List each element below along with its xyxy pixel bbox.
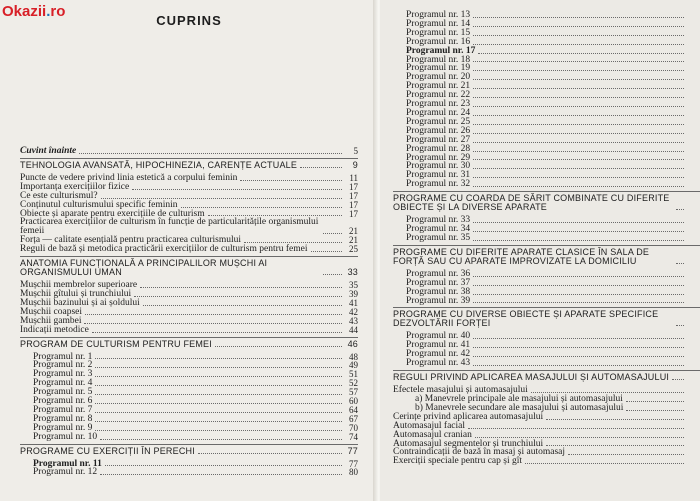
toc-entry-title: Programul nr. 15 [406, 27, 471, 38]
toc-entry-title: Programul nr. 7 [33, 404, 93, 415]
toc-entry-title: Programul nr. 6 [33, 396, 93, 407]
dot-leader [672, 379, 684, 380]
toc-entry-title: Programul nr. 26 [406, 125, 471, 136]
toc-entry-title: REGULI PRIVIND APLICAREA MASAJULUI ȘI AUTOMASAJULUI [393, 372, 670, 383]
dot-leader [473, 276, 684, 277]
dot-leader [95, 367, 342, 368]
toc-page-number: 57 [349, 387, 358, 398]
dot-leader [244, 242, 342, 243]
dot-leader [95, 403, 342, 404]
toc-entry [20, 468, 358, 477]
dot-leader [473, 124, 684, 125]
dot-leader [240, 180, 342, 181]
toc-entry-title: Exerciții speciale pentru cap și gît [393, 456, 522, 467]
toc-entry-title: Programul nr. 16 [406, 36, 471, 47]
dot-leader [473, 159, 684, 160]
toc-entry-title: Mușchii membrelor superioare [20, 280, 138, 291]
toc-entry [20, 326, 358, 335]
section-divider [393, 370, 700, 371]
toc-entry-title: Programul nr. 9 [33, 422, 93, 433]
toc-entry-title: Programul nr. 19 [406, 63, 471, 74]
section-divider [20, 337, 358, 338]
toc-page-number: 77 [349, 458, 358, 469]
dot-leader [84, 323, 342, 324]
toc-entry-title: Programul nr. 25 [406, 116, 471, 127]
toc-entry-title: Indicații metodice [20, 324, 89, 335]
dot-leader [473, 168, 684, 169]
dot-leader [95, 430, 342, 431]
toc-entry [393, 359, 700, 368]
toc-entry-title: Cerințe privind aplicarea automasajului [393, 411, 544, 422]
dot-leader [132, 189, 342, 190]
toc-section-heading [393, 194, 700, 212]
toc-page-number: 51 [349, 369, 358, 380]
dot-leader [473, 97, 684, 98]
toc-page-number: 21 [349, 235, 358, 246]
dot-leader [95, 385, 342, 386]
toc-entry [393, 297, 700, 306]
okazii-watermark: Okazii.ro [2, 3, 66, 20]
toc-page-number: 48 [349, 351, 358, 362]
toc-entry-title: Programul nr. 4 [33, 378, 93, 389]
toc-page-number: 80 [349, 467, 358, 478]
toc-entry-title: Programul nr. 3 [33, 369, 93, 380]
toc-entry-title: Programul nr. 33 [406, 215, 471, 226]
toc-entry [20, 147, 358, 156]
right-page [380, 0, 700, 501]
dot-leader [473, 347, 684, 348]
dot-leader [215, 346, 342, 347]
toc-entry-title: Programul nr. 24 [406, 107, 471, 118]
dot-leader [568, 454, 684, 455]
dot-leader [473, 44, 684, 45]
dot-leader [105, 465, 342, 466]
dot-leader [143, 305, 342, 306]
toc-page-number: 17 [349, 190, 358, 201]
section-divider [393, 191, 700, 192]
toc-entry-title: PROGRAME CU COARDA DE SĂRIT COMBINATE CU DIFERITE OBIECTE ȘI LA DIVERSE APARATE [393, 193, 670, 213]
toc-page-number: 44 [349, 324, 358, 335]
toc-right-column [393, 11, 700, 466]
toc-page-number: 25 [349, 244, 358, 255]
toc-page-number: 17 [349, 181, 358, 192]
dot-leader [473, 186, 684, 187]
toc-entry-title: Automasajul cranian [393, 429, 472, 440]
toc-entry-title: Programul nr. 13 [406, 10, 471, 20]
dot-leader [546, 419, 684, 420]
toc-page-number: 11 [349, 172, 358, 183]
toc-entry-title: Efectele masajului și automasajului [393, 385, 528, 396]
toc-entry-title: a) Manevrele principale ale masajului și automasajului [415, 394, 623, 404]
dot-leader [473, 285, 684, 286]
toc-entry-title: Programul nr. 12 [33, 467, 98, 478]
dot-leader [473, 151, 684, 152]
toc-entry-title: TEHNOLOGIA AVANSATĂ, HIPOCHINEZIA, CARENȚE ACTUALE [20, 159, 298, 170]
dot-leader [531, 392, 684, 393]
toc-entry [393, 180, 700, 189]
dot-leader [92, 332, 342, 333]
toc-left-column [20, 147, 358, 477]
toc-entry-title: Programul nr. 2 [33, 360, 93, 371]
dot-leader [676, 325, 684, 326]
toc-entry-title: PROGRAME CU DIVERSE OBIECTE ȘI APARATE SPECIFICE DEZVOLTĂRII FORȚEI [393, 309, 659, 329]
toc-entry-title: Programul nr. 17 [406, 45, 476, 56]
toc-page-number: 17 [349, 199, 358, 210]
toc-page-number: 9 [352, 159, 358, 170]
dot-leader [85, 314, 342, 315]
toc-section-heading [393, 248, 700, 266]
toc-page-number: 35 [349, 280, 358, 291]
toc-entry-title: Obiecte și aparate pentru exercițiile de culturism [20, 208, 205, 219]
toc-entry-title: PROGRAME CU DIFERITE APARATE CLASICE ÎN SALA DE FORȚĂ SAU CU APARATE IMPROVIZATE LA DOMICILIU [393, 246, 650, 266]
toc-entry-title: Automasajul facial [393, 420, 466, 431]
section-divider [393, 307, 700, 308]
toc-entry-title: Programul nr. 10 [33, 431, 98, 442]
toc-entry-title: Programul nr. 14 [406, 18, 471, 29]
toc-entry-title: Automasajul segmentelor și trunchiului [393, 438, 544, 449]
toc-section-heading [20, 340, 358, 349]
dot-leader [95, 358, 342, 359]
toc-entry-title: Programul nr. 1 [33, 351, 93, 362]
dot-leader [134, 296, 342, 297]
toc-section-heading [20, 259, 358, 277]
toc-entry-title: b) Manevrele secundare ale masajului și automasajului [415, 402, 624, 413]
dot-leader [525, 463, 684, 464]
dot-leader [323, 233, 342, 234]
dot-leader [198, 453, 342, 454]
toc-page-number: 42 [349, 306, 358, 317]
dot-leader [473, 26, 684, 27]
toc-entry-title: Contraindicații de bază în masaj și automasaj [393, 447, 566, 458]
dot-leader [140, 287, 342, 288]
toc-page-number: 39 [349, 288, 358, 299]
dot-leader [300, 167, 342, 168]
dot-leader [95, 394, 342, 395]
toc-page-number: 33 [347, 267, 358, 278]
dot-leader [95, 376, 342, 377]
toc-entry-title: Programul nr. 30 [406, 161, 471, 172]
dot-leader [626, 401, 684, 402]
toc-entry-title: PROGRAME CU EXERCIȚII ÎN PERECHI [20, 445, 195, 456]
dot-leader [478, 53, 684, 54]
dot-leader [473, 35, 684, 36]
dot-leader [473, 356, 684, 357]
toc-page-number: 17 [349, 208, 358, 219]
dot-leader [100, 474, 342, 475]
toc-entry-title: Practicarea exercițiilor de culturism în funcție de particularitățile organismului femeii [20, 217, 319, 237]
toc-entry-title: Programul nr. 38 [406, 286, 471, 297]
toc-entry-title: Programul nr. 42 [406, 349, 471, 360]
toc-entry-title: Importanța exercițiilor fizice [20, 181, 130, 192]
dot-leader [473, 294, 684, 295]
dot-leader [473, 142, 684, 143]
toc-entry-title: Programul nr. 21 [406, 81, 471, 92]
dot-leader [473, 365, 684, 366]
dot-leader [468, 428, 684, 429]
contents-title: CUPRINS [156, 13, 222, 28]
dot-leader [475, 437, 684, 438]
dot-leader [626, 410, 684, 411]
toc-entry-title: Programul nr. 27 [406, 134, 471, 145]
dot-leader [473, 106, 684, 107]
dot-leader [473, 302, 684, 303]
toc-section-heading [20, 161, 358, 170]
toc-page-number: 67 [349, 413, 358, 424]
toc-entry-title: Conținutul culturismului specific feminin [20, 199, 178, 210]
toc-entry [20, 433, 358, 442]
dot-leader [473, 79, 684, 80]
dot-leader [473, 133, 684, 134]
dot-leader [311, 251, 342, 252]
toc-page-number: 41 [349, 297, 358, 308]
toc-entry-title: Programul nr. 20 [406, 72, 471, 83]
dot-leader [473, 240, 684, 241]
toc-entry-title: Mușchii bazinului și ai șoldului [20, 297, 140, 308]
toc-entry-title: Puncte de vedere privind linia estetică a corpului feminin [20, 172, 238, 183]
toc-entry-title: Programul nr. 35 [406, 232, 471, 243]
toc-entry-title: Programul nr. 31 [406, 170, 471, 181]
dot-leader [676, 209, 684, 210]
toc-page-number: 60 [349, 396, 358, 407]
toc-entry-title: PROGRAM DE CULTURISM PENTRU FEMEI [20, 338, 212, 349]
dot-leader [101, 198, 342, 199]
toc-entry [20, 245, 358, 254]
toc-entry-title: Programul nr. 34 [406, 224, 471, 235]
toc-entry-title: Programul nr. 11 [33, 458, 102, 469]
toc-entry-title: Programul nr. 43 [406, 358, 471, 369]
toc-entry-title: Programul nr. 32 [406, 179, 471, 190]
toc-entry-title: Programul nr. 18 [406, 54, 471, 65]
dot-leader [473, 231, 684, 232]
toc-page-number: 70 [349, 422, 358, 433]
toc-entry-title: Programul nr. 8 [33, 413, 93, 424]
toc-entry-title: Programul nr. 39 [406, 295, 471, 306]
toc-entry-title: Programul nr. 23 [406, 99, 471, 110]
toc-entry-title: Programul nr. 22 [406, 90, 471, 101]
dot-leader [95, 421, 342, 422]
dot-leader [473, 61, 684, 62]
dot-leader [323, 274, 342, 275]
dot-leader [95, 412, 342, 413]
toc-entry [20, 218, 358, 236]
section-divider [20, 256, 358, 257]
dot-leader [473, 70, 684, 71]
toc-entry-title: Programul nr. 41 [406, 340, 471, 351]
dot-leader [473, 115, 684, 116]
section-divider [393, 245, 700, 246]
toc-section-heading [393, 310, 700, 328]
toc-entry-title: Programul nr. 28 [406, 143, 471, 154]
dot-leader [473, 17, 684, 18]
toc-entry-title: Mușchii coapsei [20, 306, 83, 317]
toc-entry-title: Reguli de bază și metodica practicării exercițiilor de culturism pentru femei [20, 244, 308, 255]
toc-page-number: 74 [349, 431, 358, 442]
toc-entry-title: ANATOMIA FUNCȚIONALĂ A PRINCIPALILOR MUȘCHI AI ORGANISMULUI UMAN [20, 258, 268, 278]
toc-section-heading [393, 373, 700, 382]
dot-leader [473, 88, 684, 89]
toc-entry-title: Programul nr. 36 [406, 268, 471, 279]
toc-page-number: 21 [349, 226, 358, 237]
toc-entry-title: Programul nr. 40 [406, 331, 471, 342]
dot-leader [473, 338, 684, 339]
toc-page-number: 49 [349, 360, 358, 371]
section-divider [20, 444, 358, 445]
toc-entry-title: Mușchii gambei [20, 315, 82, 326]
dot-leader [79, 153, 342, 154]
section-divider [20, 158, 358, 159]
dot-leader [181, 207, 342, 208]
dot-leader [676, 263, 684, 264]
dot-leader [546, 445, 684, 446]
toc-entry-title: Ce este culturismul? [20, 190, 98, 201]
toc-entry-title: Mușchii gîtului și trunchiului [20, 288, 132, 299]
toc-entry [393, 457, 700, 466]
dot-leader [473, 222, 684, 223]
toc-entry-title: Cuvint înainte [20, 146, 77, 156]
dot-leader [100, 439, 342, 440]
toc-section-heading [20, 447, 358, 456]
toc-page-number: 5 [353, 146, 358, 156]
toc-page-number: 64 [349, 404, 358, 415]
toc-entry-title: Programul nr. 5 [33, 387, 93, 398]
toc-page-number: 77 [347, 445, 358, 456]
toc-page-number: 46 [347, 338, 358, 349]
toc-entry-title: Programul nr. 29 [406, 152, 471, 163]
toc-page-number: 43 [349, 315, 358, 326]
dot-leader [473, 177, 684, 178]
toc-entry [393, 234, 700, 243]
toc-entry-title: Programul nr. 37 [406, 277, 471, 288]
toc-entry-title: Forța — calitate esențială pentru practicarea culturismului [20, 235, 242, 246]
toc-page-number: 52 [349, 378, 358, 389]
